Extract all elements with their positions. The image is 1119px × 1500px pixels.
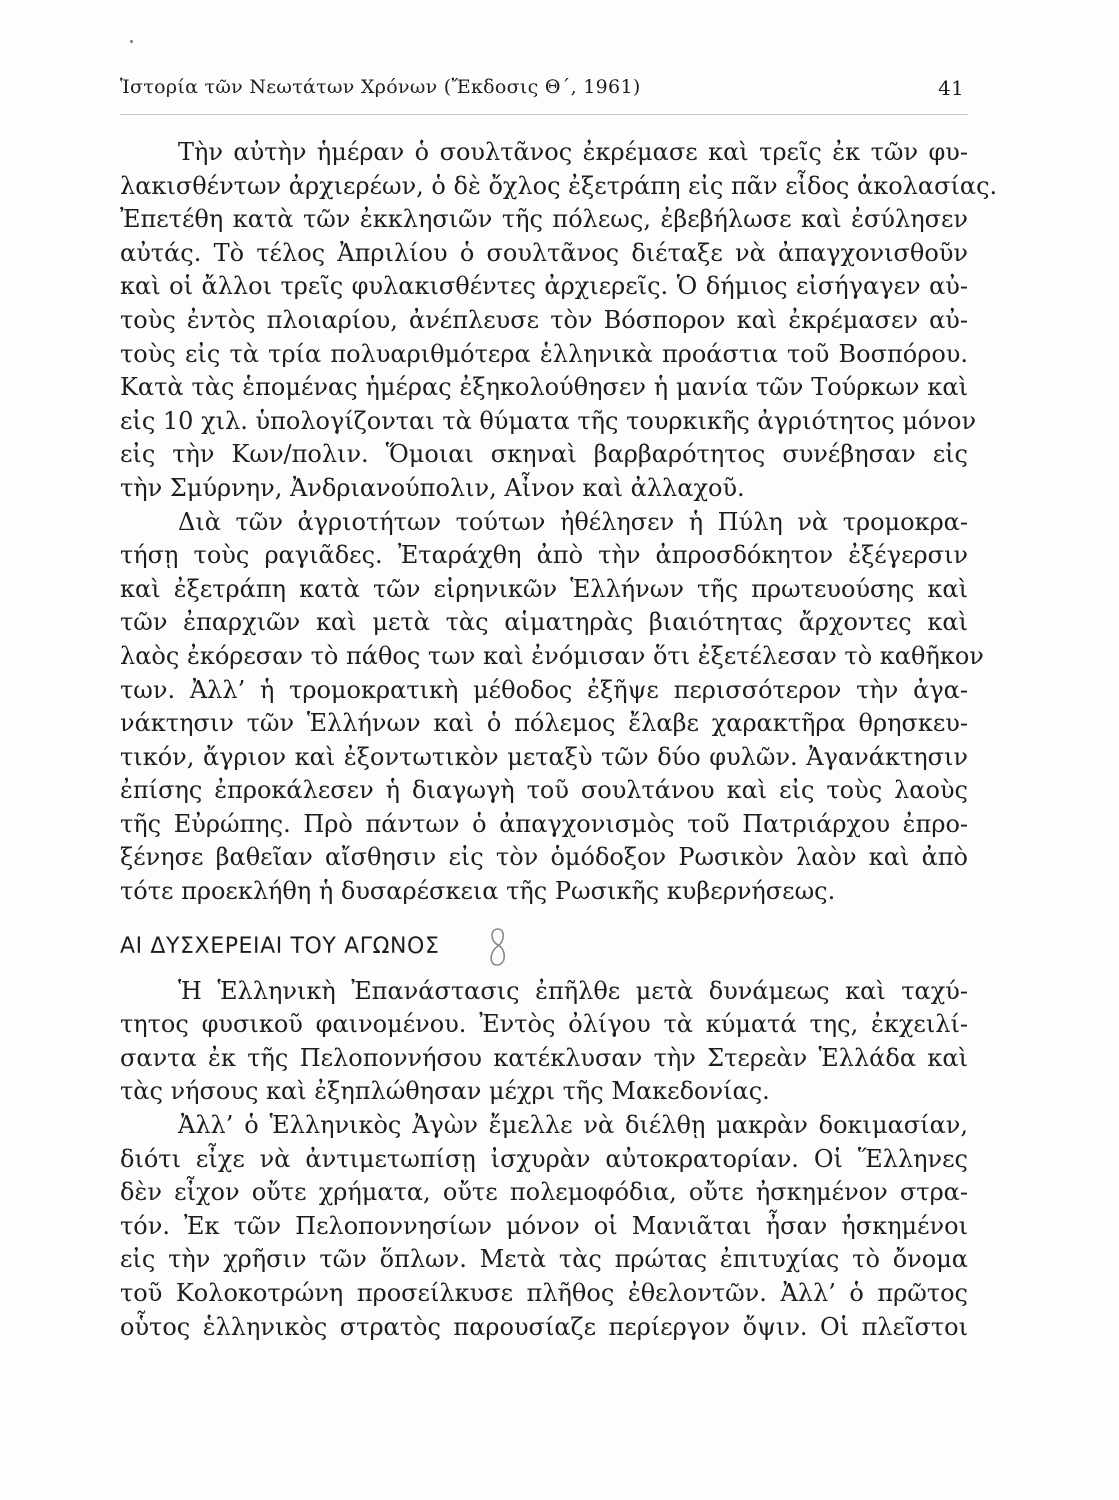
text-line: Κατὰ τὰς ἑπομένας ἡμέρας ἐξηκολούθησεν ἡ μανία τῶν Τούρκων καὶ: [120, 373, 968, 402]
text-line: λαὸς ἐκόρεσαν τὸ πάθος των καὶ ἐνόμισαν ὅτι ἐξετέλεσαν τὸ καθῆκον: [120, 641, 984, 670]
text-line: σαντα ἐκ τῆς Πελοποννήσου κατέκλυσαν τὴν Στερεὰν Ἑλλάδα καὶ: [120, 1043, 968, 1072]
text-line: καὶ ἐξετράπη κατὰ τῶν εἰρηνικῶν Ἑλλήνων τῆς πρωτευούσης καὶ: [120, 574, 968, 603]
text-line: αὐτάς. Τὸ τέλος Ἀπριλίου ὁ σουλτᾶνος διέταξε νὰ ἀπαγχονισθοῦν: [120, 238, 968, 267]
section-heading-text: ΑΙ ΔΥΣΧΕΡΕΙΑΙ ΤΟΥ ΑΓΩΝΟΣ: [120, 933, 440, 959]
text-line: Ἡ Ἑλληνικὴ Ἐπανάστασις ἐπῆλθε μετὰ δυνάμεως καὶ ταχύ-: [178, 976, 968, 1005]
text-line: δὲν εἶχον οὔτε χρήματα, οὔτε πολεμοφόδια, οὔτε ἠσκημένον στρα-: [120, 1178, 968, 1207]
text-line: των. Ἀλλ’ ἡ τρομοκρατικὴ μέθοδος ἐξῆψε περισσότερον τὴν ἀγα-: [120, 675, 968, 704]
text-line: εἰς τὴν χρῆσιν τῶν ὅπλων. Μετὰ τὰς πρώτας ἐπιτυχίας τὸ ὄνομα: [120, 1245, 968, 1274]
text-line: Ἀλλ’ ὁ Ἑλληνικὸς Ἀγὼν ἔμελλε νὰ διέλθῃ μακρὰν δοκιμασίαν,: [178, 1111, 968, 1140]
paragraph: [120, 506, 984, 909]
text-line: εἰς τὴν Κων/πολιν. Ὅμοιαι σκηναὶ βαρβαρότητος συνέβησαν εἰς: [120, 440, 968, 469]
paragraph: [120, 136, 998, 506]
text-line: τοὺς εἰς τὰ τρία πολυαριθμότερα ἑλληνικὰ προάστια τοῦ Βοσπόρου.: [120, 339, 968, 368]
text-line: τῆς Εὐρώπης. Πρὸ πάντων ὁ ἀπαγχονισμὸς τοῦ Πατριάρχου ἐπρο-: [120, 809, 968, 838]
paragraph: [120, 1109, 968, 1344]
text-line: ἐπίσης ἐπροκάλεσεν ἡ διαγωγὴ τοῦ σουλτάνου καὶ εἰς τοὺς λαοὺς: [120, 776, 968, 805]
text-line: Τὴν αὐτὴν ἡμέραν ὁ σουλτᾶνος ἐκρέμασε καὶ τρεῖς ἐκ τῶν φυ-: [178, 138, 968, 166]
header-rule: [120, 114, 968, 115]
text-line: τόν. Ἐκ τῶν Πελοποννησίων μόνον οἱ Μανιᾶται ἦσαν ἠσκημένοι: [120, 1211, 968, 1240]
section-heading: [120, 919, 968, 975]
paragraph: [120, 975, 968, 1109]
text-line: εἰς 10 χιλ. ὑπολογίζονται τὰ θύματα τῆς τουρκικῆς ἀγριότητος μόνον: [120, 406, 977, 435]
text-line: τήσῃ τοὺς ραγιᾶδες. Ἐταράχθη ἀπὸ τὴν ἀπροσδόκητον ἐξέγερσιν: [120, 541, 968, 570]
text-line: οὗτος ἑλληνικὸς στρατὸς παρουσίαζε περίεργον ὄψιν. Οἱ πλεῖστοι: [120, 1312, 968, 1341]
text-line: τικόν, ἄγριον καὶ ἐξοντωτικὸν μεταξὺ τῶν δύο φυλῶν. Ἀγανάκτησιν: [120, 742, 968, 771]
handwritten-8-mark: [485, 925, 511, 969]
text-line: ξένησε βαθεῖαν αἴσθησιν εἰς τὸν ὁμόδοξον Ρωσικὸν λαὸν καὶ ἀπὸ: [120, 843, 968, 872]
text-line: Ἐπετέθη κατὰ τῶν ἐκκλησιῶν τῆς πόλεως, ἐβεβήλωσε καὶ ἐσύλησεν: [120, 205, 968, 234]
running-title: Ἱστορία τῶν Νεωτάτων Χρόνων (Ἔκδοσις Θ΄, 1961): [120, 76, 641, 98]
running-header: [120, 72, 968, 102]
text-line: τοῦ Κολοκοτρώνη προσείλκυσε πλῆθος ἐθελοντῶν. Ἀλλ’ ὁ πρῶτος: [120, 1279, 968, 1307]
scan-speck: [130, 40, 133, 43]
text-line: τὴν Σμύρνην, Ἀνδριανούπολιν, Αἶνον καὶ ἀλλαχοῦ.: [120, 473, 745, 502]
page-number: 41: [937, 76, 964, 100]
text-line: τῶν ἐπαρχιῶν καὶ μετὰ τὰς αἱματηρὰς βιαιότητας ἄρχοντες καὶ: [120, 608, 968, 637]
text-line: τητος φυσικοῦ φαινομένου. Ἐντὸς ὀλίγου τὰ κύματά της, ἐκχειλί-: [120, 1010, 968, 1039]
text-line: τοὺς ἐντὸς πλοιαρίου, ἀνέπλευσε τὸν Βόσπορον καὶ ἐκρέμασεν αὐ-: [120, 305, 968, 334]
text-line: καὶ οἱ ἄλλοι τρεῖς φυλακισθέντες ἀρχιερεῖς. Ὁ δήμιος εἰσήγαγεν αὐ-: [120, 272, 968, 301]
text-line: Διὰ τῶν ἀγριοτήτων τούτων ἠθέλησεν ἡ Πύλη νὰ τρομοκρα-: [178, 507, 968, 536]
text-line: τότε προεκλήθη ἡ δυσαρέσκεια τῆς Ρωσικῆς κυβερνήσεως.: [120, 877, 836, 906]
text-line: λακισθέντων ἀρχιερέων, ὁ δὲ ὄχλος ἐξετράπη εἰς πᾶν εἶδος ἀκολασίας.: [120, 171, 998, 200]
body-text: [120, 136, 998, 1344]
text-line: νάκτησιν τῶν Ἑλλήνων καὶ ὁ πόλεμος ἔλαβε χαρακτῆρα θρησκευ-: [120, 709, 968, 738]
text-line: διότι εἶχε νὰ ἀντιμετωπίσῃ ἰσχυρὰν αὐτοκρατορίαν. Οἱ Ἕλληνες: [120, 1144, 968, 1173]
text-line: τὰς νήσους καὶ ἐξηπλώθησαν μέχρι τῆς Μακεδονίας.: [120, 1077, 770, 1106]
